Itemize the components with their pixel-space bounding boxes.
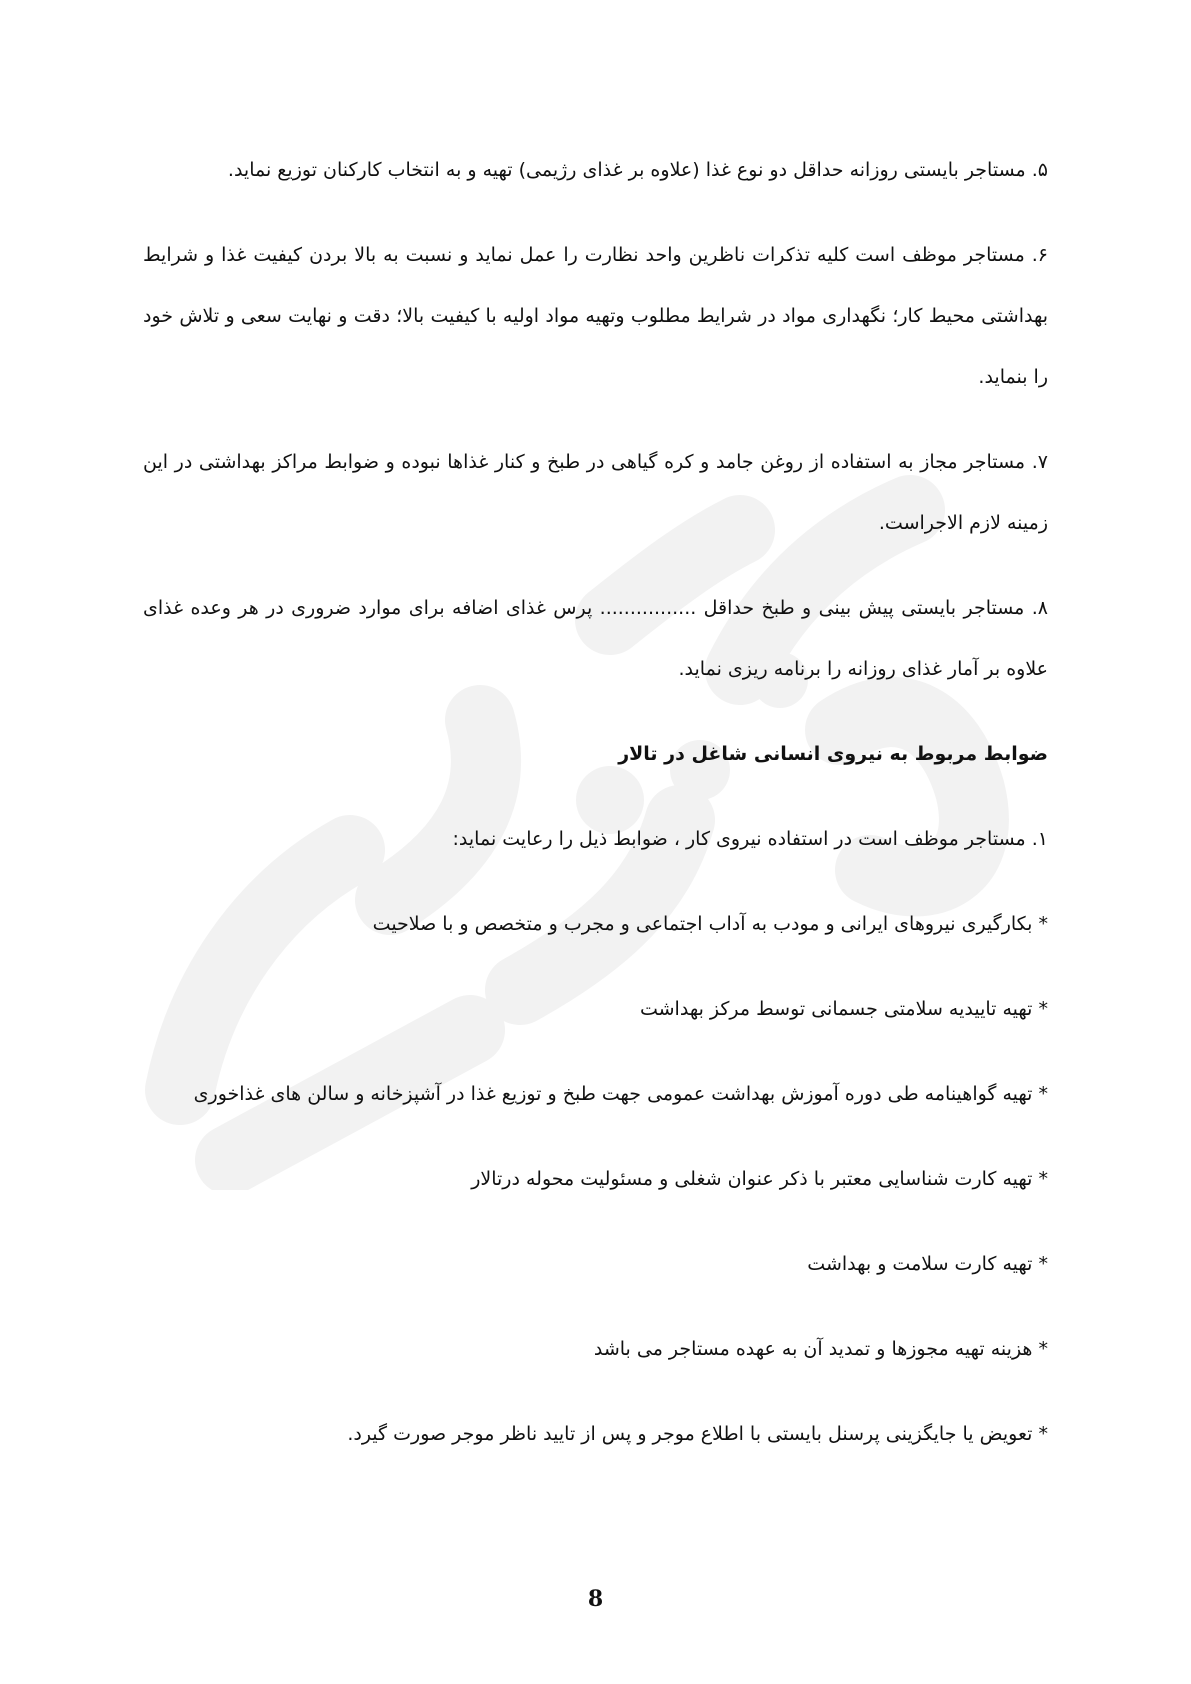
list-item: * تهیه کارت شناسایی معتبر با ذکر عنوان شغلی و مسئولیت محوله درتالار (471, 1168, 1048, 1190)
list-item: * بکارگیری نیروهای ایرانی و مودب به آداب اجتماعی و مجرب و متخصص و با صلاحیت (372, 913, 1048, 935)
list-item: * تعویض یا جایگزینی پرسنل بایستی با اطلاع موجر و پس از تایید ناظر موجر صورت گیرد. (347, 1423, 1048, 1445)
paragraph-7: ۷. مستاجر مجاز به استفاده از روغن جامد و کره گیاهی در طبخ و کنار غذاها نبوده و ضوابط مراکز بهداشتی در این زمینه لازم الاجراست. (143, 451, 1048, 534)
list-item: * تهیه کارت سلامت و بهداشت (807, 1253, 1048, 1275)
paragraph-8: ۸. مستاجر بایستی پیش بینی و طبخ حداقل ................ پرس غذای اضافه برای موارد ضروری در هر وعده غذای علاوه بر آمار غذای روزانه را برنامه ریزی نماید. (143, 597, 1048, 680)
list-item: * تهیه تاییدیه سلامتی جسمانی توسط مرکز بهداشت (639, 998, 1048, 1020)
list-item: * تهیه گواهینامه طی دوره آموزش بهداشت عمومی جهت طبخ و توزیع غذا در آشپزخانه و سالن های غذاخوری (193, 1083, 1048, 1105)
list-item: * هزینه تهیه مجوزها و تمدید آن به عهده مستاجر می باشد (593, 1338, 1048, 1360)
section-intro: ۱. مستاجر موظف است در استفاده نیروی کار ، ضوابط ذیل را رعایت نماید: (452, 828, 1048, 850)
page-number: 8 (587, 1586, 604, 1612)
paragraph-5: ۵. مستاجر بایستی روزانه حداقل دو نوع غذا (علاوه بر غذای رژیمی) تهیه و به انتخاب کارکنان توزیع نماید. (227, 159, 1048, 181)
document-body (143, 140, 1048, 1489)
paragraph-6: ۶. مستاجر موظف است کلیه تذکرات ناظرین واحد نظارت را عمل نماید و نسبت به بالا بردن کیفیت غذا و شرایط بهداشتی محیط کار؛ نگهداری مواد در شرایط مطلوب وتهیه مواد اولیه با کیفیت بالا؛ دقت و نهایت سعی و تلاش خود را بنماید. (143, 244, 1048, 388)
section-heading: ضوابط مربوط به نیروی انسانی شاغل در تالار (618, 743, 1048, 765)
